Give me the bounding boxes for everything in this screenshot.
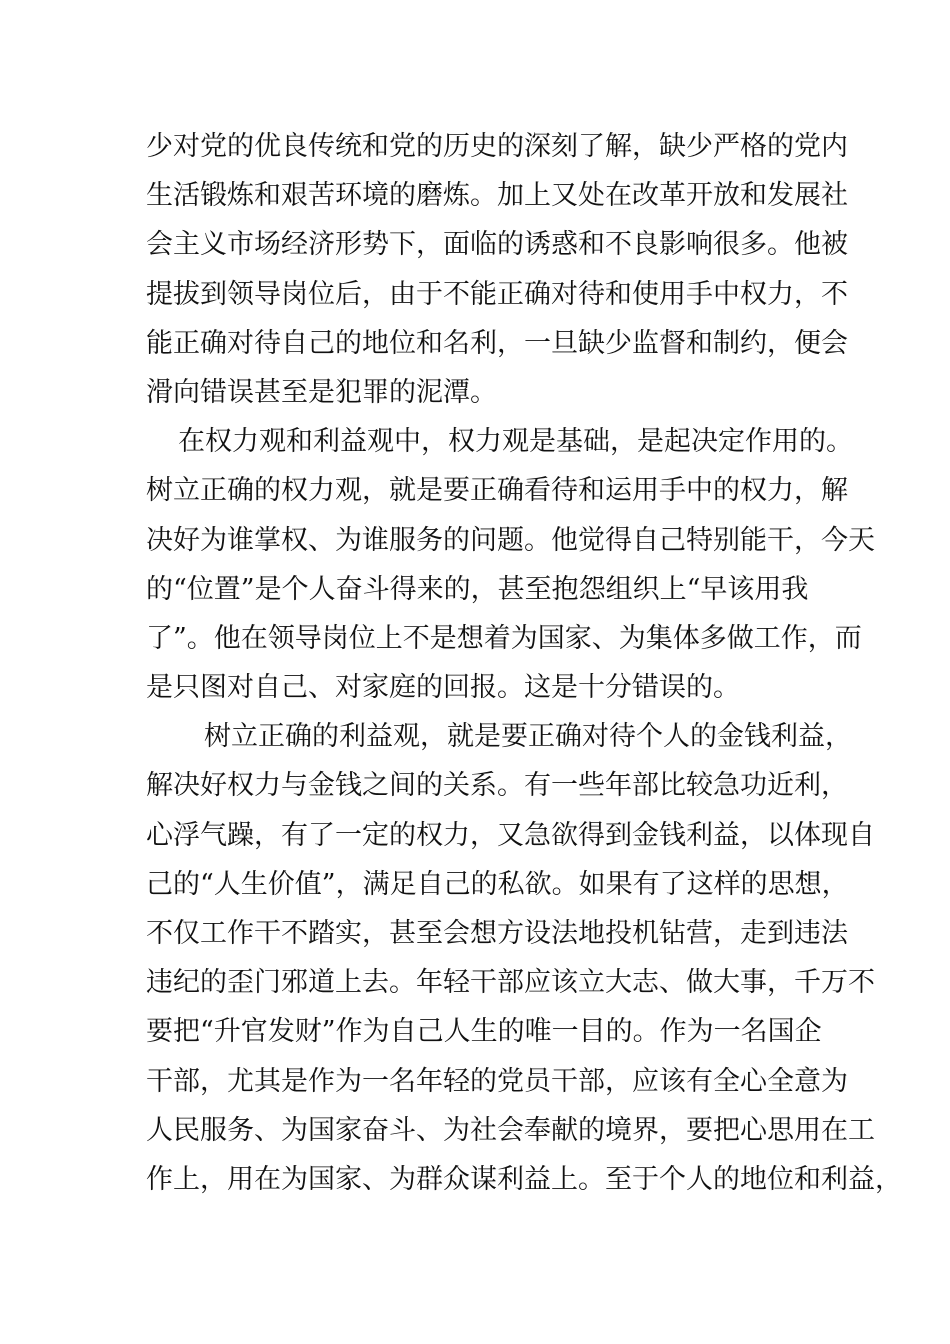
text-line: 少对党的优良传统和党的历史的深刻了解，缺少严格的党内 [146, 131, 848, 162]
text-line: 干部，尤其是作为一名年轻的党员干部，应该有全心全意为 [146, 1065, 848, 1097]
text-line: 决好为谁掌权、为谁服务的问题。他觉得自己特别能干，今天 [146, 524, 875, 556]
text-line: 不仅工作干不踏实，甚至会想方设法地投机钻营，走到违法 [146, 918, 848, 949]
text-line: 要把“升官发财”作为自己人生的唯一目的。作为一名国企 [146, 1016, 822, 1048]
paragraph-1 [146, 122, 848, 417]
text-line: 生活锻炼和艰苦环境的磨炼。加上又处在改革开放和发展社 [146, 180, 848, 212]
text-line: 滑向错误甚至是犯罪的泥潭。 [146, 376, 497, 408]
text-line: 人民服务、为国家奋斗、为社会奉献的境界，要把心思用在工 [146, 1114, 875, 1146]
text-line: 是只图对自己、对家庭的回报。这是十分错误的。 [146, 672, 740, 704]
text-line: 树立正确的权力观，就是要正确看待和运用手中的权力，解 [146, 475, 848, 507]
text-line: 作上，用在为国家、为群众谋利益上。至于个人的地位和利益， [146, 1163, 902, 1195]
text-line: 心浮气躁，有了一定的权力，又急欲得到金钱利益，以体现自 [146, 819, 875, 851]
paragraph-2 [146, 417, 875, 712]
text-line: 在权力观和利益观中，权力观是基础，是起决定作用的。 [178, 426, 853, 458]
text-line: 解决好权力与金钱之间的关系。有一些年部比较急功近利， [146, 770, 848, 802]
text-line: 会主义市场经济形势下，面临的诱惑和不良影响很多。他被 [146, 229, 848, 261]
text-line: 己的“人生价值”，满足自己的私欲。如果有了这样的思想， [146, 868, 849, 900]
text-line: 提拔到领导岗位后，由于不能正确对待和使用手中权力，不 [146, 278, 848, 310]
paragraph-3 [146, 712, 902, 1204]
text-line: 能正确对待自己的地位和名利，一旦缺少监督和制约，便会 [146, 327, 848, 359]
text-line: 的“位置”是个人奋斗得来的，甚至抱怨组织上“早该用我 [146, 573, 809, 605]
document-body [146, 122, 902, 1204]
text-line: 树立正确的利益观，就是要正确对待个人的金钱利益， [204, 721, 852, 753]
text-line: 了”。他在领导岗位上不是想着为国家、为集体多做工作，而 [146, 622, 862, 654]
text-line: 违纪的歪门邪道上去。年轻干部应该立大志、做大事，千万不 [146, 967, 875, 999]
